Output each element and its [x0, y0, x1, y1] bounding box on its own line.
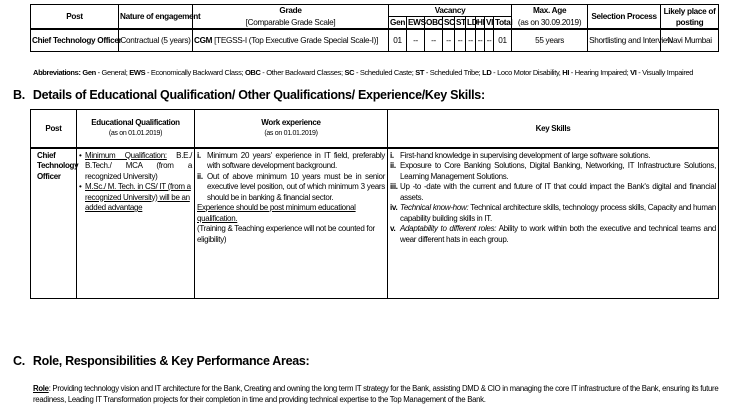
- abbreviations-line: Abbreviations: Gen - General; EWS - Economically Backward Class; OBC - Other Backward Classes; SC - Scheduled Caste; ST - Scheduled Tribe; LD - Loco Motor Disability, HI - Hearing Impaired; VI - Visually Impaired: [33, 68, 694, 77]
- col-header-nature: Nature of engagement: [119, 5, 193, 30]
- experience-note-2: (Training & Teaching experience will not be counted for eligibility): [197, 224, 375, 244]
- vacancy-col-hi: HI: [477, 18, 485, 27]
- section-c-heading: [13, 354, 309, 368]
- vacancy-col-total: Total: [495, 18, 513, 27]
- grade-scale: [TEGSS-I (Top Executive Grade Special Scale-I)]: [212, 35, 378, 45]
- table-row: [31, 148, 719, 299]
- section-letter: B.: [13, 88, 25, 102]
- table-row: [31, 29, 719, 51]
- cell-nature: Contractual (5 years): [119, 29, 193, 51]
- list-item: • Minimum Qualification: B.E./ B.Tech./ MCA (from a recognized University): [79, 150, 192, 181]
- abbr-meaning: Scheduled Tribe: [429, 68, 479, 77]
- col-header-post: Post: [31, 5, 119, 30]
- col-header-grade-sub: [Comparable Grade Scale]: [193, 17, 389, 30]
- list-item: iii. Up -to -date with the current and future of IT that could impact the Bank's digital and financial assets.: [390, 182, 716, 202]
- qual-post: Chief Technology Officer: [31, 148, 77, 299]
- col-header-selection: Selection Process: [588, 5, 661, 30]
- abbr-meaning: Hearing Impaired: [574, 68, 627, 77]
- cell-ld: --: [466, 29, 476, 51]
- cell-gen: 01: [389, 29, 407, 51]
- list-item: i. Minimum 20 years' experience in IT field, preferably with software development background.: [197, 150, 385, 170]
- list-item: v. Adaptability to different roles: Ability to work within both the executive and technical teams and wear different hats in each group.: [390, 224, 716, 244]
- qual-header-post: Post: [31, 110, 77, 148]
- abbr-code: LD: [482, 68, 492, 77]
- col-header-max-age-sub: (as on 30.09.2019): [512, 17, 588, 30]
- abbr-meaning: Visually Impaired: [642, 68, 694, 77]
- qual-header-skills: Key Skills: [388, 110, 719, 148]
- qual-header-edu: Educational Qualification (as on 01.01.2019): [77, 110, 195, 148]
- abbr-code: EWS: [129, 68, 146, 77]
- qual-education: [77, 148, 195, 299]
- cell-place: Navi Mumbai: [661, 29, 719, 51]
- list-item: ii. Exposure to Core Banking Solutions, Digital Banking, Networking, IT Infrastructure Solutions, Learning Management Solutions.: [390, 161, 716, 181]
- section-title: Details of Educational Qualification/ Other Qualifications/ Experience/Key Skills:: [32, 88, 485, 102]
- vacancy-col-sc: SC: [444, 18, 455, 27]
- list-item: iv. Technical know-how: Technical architecture skills, technology process skills, Capacity and human capability building skills in IT.: [390, 203, 716, 223]
- cell-selection: Shortlisting and Interview: [588, 29, 661, 51]
- abbr-meaning: General: [101, 68, 126, 77]
- qual-experience: [195, 148, 388, 299]
- vacancy-col-gen: Gen: [390, 18, 406, 27]
- cell-vi: --: [485, 29, 494, 51]
- abbreviations-label: Abbreviations:: [33, 68, 81, 77]
- abbr-meaning: Other Backward Classes: [266, 68, 342, 77]
- list-item: • M.Sc./ M. Tech. in CS/ IT (from a recognized University) will be an added advantage: [79, 182, 191, 212]
- vacancy-col-st: ST: [456, 18, 466, 27]
- cell-sc: --: [443, 29, 455, 51]
- vacancy-table: [30, 4, 719, 52]
- section-b-heading: [13, 88, 485, 102]
- experience-note: Experience should be post minimum educational qualification.: [197, 203, 356, 223]
- list-item: ii. Out of above minimum 10 years must be in senior executive level position, out of which minimum 3 years should be in banking & financial sector.: [197, 171, 385, 202]
- abbr-meaning: Scheduled Caste: [359, 68, 412, 77]
- cell-obc: --: [425, 29, 443, 51]
- qual-key-skills: [388, 148, 719, 299]
- section-letter: C.: [13, 354, 25, 368]
- role-text: : Providing technology vision and IT architecture for the Bank, Creating and owning the long term IT strategy for the Bank, assisting DMD & CIO in managing the core IT infrastructure of the Bank, ensuring its future readiness, Leading IT Transformation projects for their completion in time and providing technical expertise to the Top Management of the Bank.: [33, 384, 719, 404]
- col-header-vacancy: Vacancy: [389, 5, 512, 17]
- vacancy-col-vi: VI: [486, 18, 494, 27]
- cell-max-age: 55 years: [512, 29, 588, 51]
- abbr-code: OBC: [244, 68, 261, 77]
- vacancy-col-ld: LD: [467, 18, 478, 27]
- cell-st: --: [455, 29, 466, 51]
- grade-code: CGM: [194, 35, 213, 45]
- cell-grade: [193, 29, 389, 51]
- qual-header-exp: Work experience (as on 01.01.2019): [195, 110, 388, 148]
- cell-post: Chief Technology Officer: [31, 29, 119, 51]
- role-label: Role: [33, 384, 49, 393]
- abbr-code: ST: [415, 68, 425, 77]
- col-header-max-age: Max. Age: [512, 5, 588, 17]
- abbr-code: SC: [344, 68, 355, 77]
- list-item: i. First-hand knowledge in supervising development of large software solutions.: [390, 150, 651, 160]
- section-title: Role, Responsibilities & Key Performance Areas:: [32, 354, 310, 368]
- abbr-code: VI: [630, 68, 637, 77]
- abbr-code: Gen: [82, 68, 96, 77]
- col-header-grade: Grade: [193, 5, 389, 17]
- abbr-meaning: Economically Backward Class: [150, 68, 242, 77]
- qualification-table: [30, 109, 719, 299]
- abbr-meaning: Loco Motor Disability: [497, 68, 559, 77]
- cell-hi: --: [476, 29, 485, 51]
- role-paragraph: [33, 383, 723, 405]
- cell-ews: --: [407, 29, 425, 51]
- cell-total: 01: [494, 29, 512, 51]
- vacancy-col-ews: EWS: [408, 18, 426, 27]
- abbr-code: HI: [562, 68, 570, 77]
- col-header-place: Likely place of posting: [661, 5, 719, 30]
- vacancy-col-obc: OBC: [426, 18, 444, 27]
